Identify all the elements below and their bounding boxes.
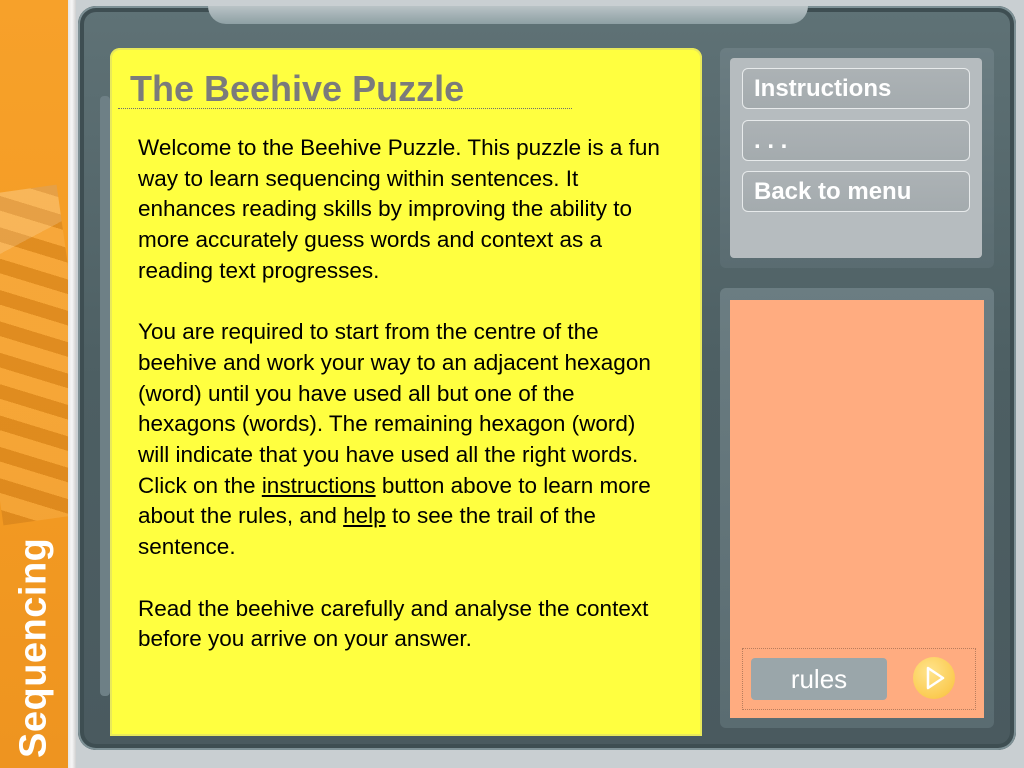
rules-paragraph	[138, 317, 668, 563]
rules-text-1: You are required to start from the centre of the beehive and work your way to an adjacent hexagon (word) until you have used all but one of the hexagons (words). The remaining hexagon (word) will indicate that you have used all the right words. Click on the	[138, 319, 651, 498]
sidebar-collage-image	[0, 185, 68, 526]
play-icon	[922, 665, 946, 691]
strip-divider	[68, 0, 76, 768]
rules-text-2: button above to learn more about the rules, and	[138, 472, 651, 529]
controls-area	[742, 648, 976, 710]
sidebar-title: Sequencing	[12, 537, 55, 758]
content-body	[138, 133, 668, 686]
page-title: The Beehive Puzzle	[130, 68, 465, 109]
ellipsis-button[interactable]: . . .	[742, 120, 970, 161]
content-panel	[110, 48, 702, 736]
menu-box	[720, 48, 994, 268]
instructions-button[interactable]: Instructions	[742, 68, 970, 109]
instructions-link[interactable]: instructions	[261, 472, 376, 498]
intro-paragraph: Welcome to the Beehive Puzzle. This puzzle is a fun way to learn sequencing within sentences. It enhances reading skills by improving the ability to more accurately guess words and context as a reading text progresses.	[138, 135, 660, 283]
frame-left-rail	[100, 96, 110, 696]
side-panel-frame	[720, 288, 994, 728]
back-to-menu-button[interactable]: Back to menu	[742, 171, 970, 212]
closing-paragraph: Read the beehive carefully and analyse the context before you arrive on your answer.	[138, 595, 649, 652]
frame-top-notch	[208, 6, 808, 24]
rules-button[interactable]: rules	[751, 658, 887, 700]
title-underline	[118, 108, 572, 109]
help-link[interactable]: help	[343, 503, 386, 529]
rules-text-3: to see the trail of the sentence.	[138, 503, 596, 560]
play-button[interactable]	[913, 657, 955, 699]
sidebar-strip	[0, 0, 68, 768]
menu-inner	[730, 58, 982, 258]
side-panel	[730, 300, 984, 718]
